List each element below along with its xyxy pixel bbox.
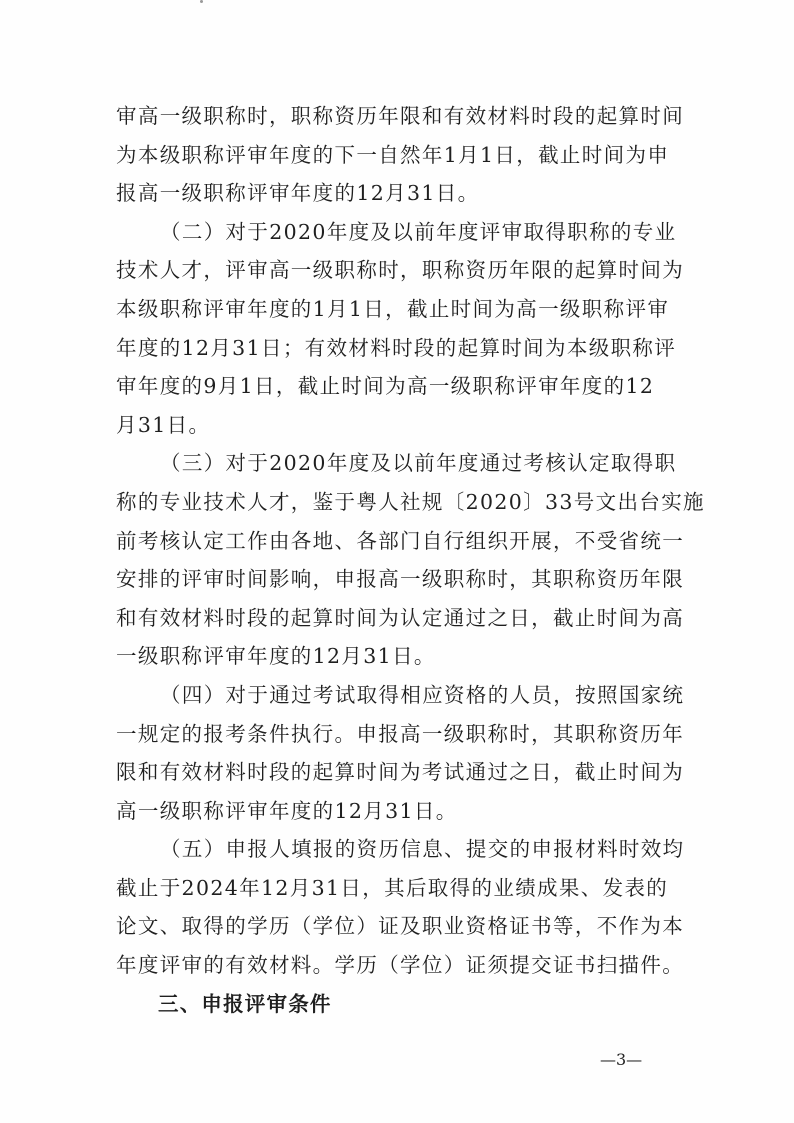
paragraph-line: 月31日。: [116, 412, 211, 437]
paragraph-line: 和有效材料时段的起算时间为认定通过之日，截止时间为高: [116, 605, 685, 630]
paragraph-line: （四）对于通过考试取得相应资格的人员，按照国家统: [160, 682, 685, 707]
paragraph-line: 限和有效材料时段的起算时间为考试通过之日，截止时间为: [116, 760, 685, 785]
paragraph-line: 审高一级职称时，职称资历年限和有效材料时段的起算时间: [116, 104, 685, 128]
paragraph-line: 技术人才，评审高一级职称时，职称资历年限的起算时间为: [116, 258, 685, 283]
paragraph-line: （三）对于2020年度及以前年度通过考核认定取得职: [160, 451, 677, 476]
paragraph-line: 本级职称评审年度的1月1日，截止时间为高一级职称评审: [116, 296, 670, 321]
scan-dot: [200, 0, 203, 3]
paragraph-line: 称的专业技术人才，鉴于粤人社规〔2020〕33号文出台实施: [116, 489, 705, 514]
paragraph-line: 为本级职称评审年度的下一自然年1月1日，截止时间为申: [116, 142, 670, 167]
paragraph-line: 一规定的报考条件执行。申报高一级职称时，其职称资历年: [116, 721, 685, 746]
section-heading: 三、申报评审条件: [158, 991, 332, 1016]
paragraph-line: 高一级职称评审年度的12月31日。: [116, 798, 458, 823]
paragraph-line: 年度评审的有效材料。学历（学位）证须提交证书扫描件。: [116, 953, 685, 978]
paragraph-line: 报高一级职称评审年度的12月31日。: [116, 181, 480, 206]
paragraph-line: 前考核认定工作由各地、各部门自行组织开展，不受省统一: [116, 528, 685, 553]
paragraph-line: 论文、取得的学历（学位）证及职业资格证书等，不作为本: [116, 914, 685, 939]
paragraph-line: 审年度的9月1日，截止时间为高一级职称评审年度的12: [116, 374, 655, 399]
paragraph-line: 安排的评审时间影响，申报高一级职称时，其职称资历年限: [116, 567, 685, 592]
document-body: [116, 97, 705, 1023]
paragraph-line: 截止于2024年12月31日，其后取得的业绩成果、发表的: [116, 875, 669, 900]
paragraph-line: 一级职称评审年度的12月31日。: [116, 644, 436, 669]
paragraph-line: （二）对于2020年度及以前年度评审取得职称的专业: [160, 219, 677, 244]
paragraph-line: 年度的12月31日；有效材料时段的起算时间为本级职称评: [116, 335, 677, 360]
paragraph-line: （五）申报人填报的资历信息、提交的申报材料时效均: [160, 837, 685, 862]
page-number: —3—: [600, 1050, 643, 1069]
